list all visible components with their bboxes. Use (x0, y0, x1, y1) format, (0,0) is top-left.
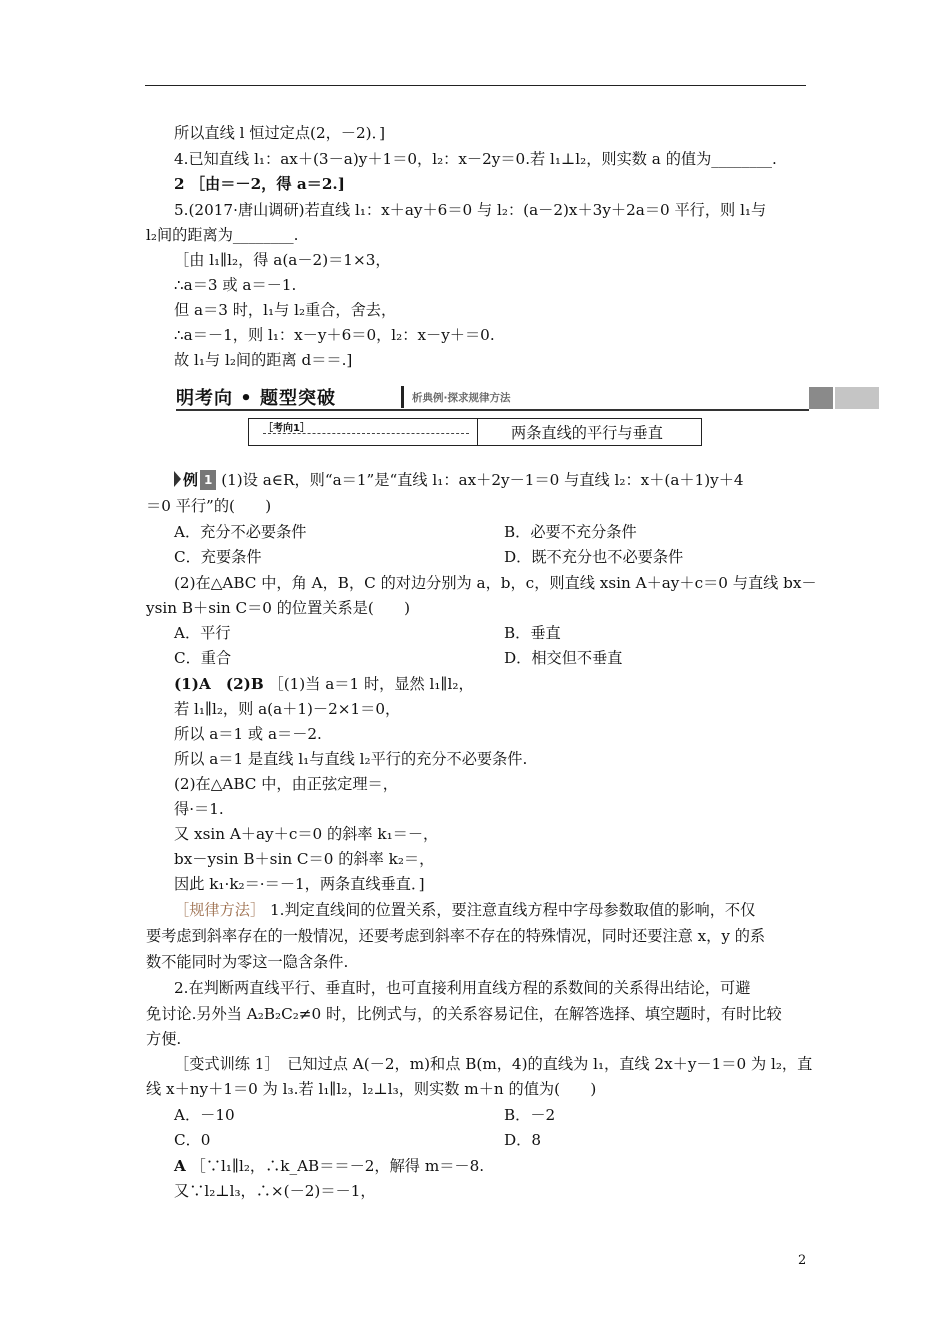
answer-text: ［(1)当 a＝1 时，显然 l₁∥l₂， (268, 675, 474, 693)
answer-line (174, 674, 474, 694)
option: D．8 (504, 1131, 542, 1149)
method-line: 免讨论.另外当 A₂B₂C₂≠0 时，比例式与，的关系容易记住，在解答选择、填空题时，有时比较 (146, 1005, 782, 1023)
option-row (174, 547, 684, 567)
triangle-icon (174, 471, 181, 487)
option: A．充分不必要条件 (174, 523, 307, 541)
method-line: 数不能同时为零这一隐含条件. (146, 953, 349, 971)
option: D．相交但不垂直 (504, 649, 623, 667)
solution-line: 但 a＝3 时，l₁与 l₂重合，舍去， (174, 301, 397, 319)
answer-line: bx－ysin B＋sin C＝0 的斜率 k₂＝， (174, 850, 435, 868)
question-5-line2: l₂间的距离为________. (146, 226, 299, 244)
option-row (174, 522, 637, 542)
section-title: 明考向 • 题型突破 (176, 388, 337, 409)
topic-box (248, 418, 702, 446)
answer-4: 2 ［由＝－2，得 a＝2.] (174, 175, 345, 193)
answer-line: 因此 k₁·k₂＝·＝－1，两条直线垂直．] (174, 875, 425, 893)
answer-line: 得·＝1. (174, 800, 224, 818)
section-underline (176, 409, 809, 411)
method-line: 要考虑到斜率存在的一般情况，还要考虑到斜率不存在的特殊情况，同时还要注意 x，y 的系 (146, 927, 766, 945)
option: B．垂直 (504, 624, 561, 642)
option: A．平行 (174, 624, 231, 642)
example-1-line2: ＝0 平行”的( ) (146, 497, 272, 515)
solution-line: ∴a＝－1，则 l₁：x－y＋6＝0，l₂：x－y＋＝0. (174, 326, 495, 344)
variant-answer-line: 又∵l₂⊥l₃，∴×(－2)＝－1， (174, 1182, 376, 1200)
example-badge: 例 1 (174, 470, 216, 490)
answer-line: 若 l₁∥l₂，则 a(a＋1)－2×1＝0， (174, 700, 401, 718)
option: C．充要条件 (174, 548, 262, 566)
section-decor-block (809, 387, 833, 409)
question-4: 4.已知直线 l₁：ax＋(3－a)y＋1＝0，l₂：x－2y＝0.若 l₁⊥l₂，则实数 a 的值为________. (174, 150, 777, 168)
option: B．－2 (504, 1106, 556, 1124)
answer-line: 所以 a＝1 或 a＝－2. (174, 725, 322, 743)
option: C．重合 (174, 649, 232, 667)
method-line: 2.在判断两直线平行、垂直时，也可直接利用直线方程的系数间的关系得出结论，可避 (174, 979, 751, 997)
topic-divider (477, 419, 478, 445)
variant-line2: 线 x＋ny＋1＝0 为 l₃.若 l₁∥l₂，l₂⊥l₃，则实数 m＋n 的值为( ) (146, 1080, 597, 1098)
answer-line: 所以 a＝1 是直线 l₁与直线 l₂平行的充分不必要条件. (174, 750, 528, 768)
example-1-line1 (174, 470, 744, 490)
text-line: 所以直线 l 恒过定点(2，－2)．] (174, 124, 386, 142)
method-line: 方便. (146, 1030, 182, 1048)
method-line: ［规律方法］ 1.判定直线间的位置关系，要注意直线方程中字母参数取值的影响，不仅 (174, 901, 756, 919)
variant-line1: ［变式训练 1］ 已知过点 A(－2，m)和点 B(m，4)的直线为 l₁，直线 2x＋y－1＝0 为 l₂，直 (174, 1055, 813, 1073)
option-row (174, 623, 561, 643)
question-5-line1: 5.(2017·唐山调研)若直线 l₁：x＋ay＋6＝0 与 l₂：(a－2)x＋3y＋2a＝0 平行，则 l₁与 (174, 201, 767, 219)
option: A．－10 (174, 1106, 235, 1124)
header-rule (145, 85, 806, 86)
option-row (174, 648, 623, 668)
example-2-line2: ysin B＋sin C＝0 的位置关系是( ) (146, 599, 411, 617)
solution-line: ∴a＝3 或 a＝－1. (174, 276, 297, 294)
section-subtitle: 析典例·探求规律方法 (412, 392, 511, 404)
answer-line: (2)在△ABC 中，由正弦定理＝， (174, 775, 398, 793)
variant-answer-line: A ［∵l₁∥l₂，∴k_AB＝＝－2，解得 m＝－8. (174, 1157, 485, 1175)
section-divider (401, 386, 404, 408)
solution-line: 故 l₁与 l₂间的距离 d＝＝.] (174, 351, 353, 369)
section-decor-block (835, 387, 879, 409)
option-row (174, 1130, 542, 1150)
section-header (176, 384, 881, 410)
topic-tag: ［考向1］ (263, 423, 310, 434)
method-label: ［规律方法］ (174, 901, 266, 919)
solution-line: ［由 l₁∥l₂，得 a(a－2)＝1×3， (174, 251, 391, 269)
answer-line: 又 xsin A＋ay＋c＝0 的斜率 k₁＝－， (174, 825, 439, 843)
answer-head: (1)A (2)B (174, 675, 264, 693)
page-number: 2 (798, 1253, 807, 1268)
topic-title: 两条直线的平行与垂直 (511, 424, 663, 442)
variant-answer-head: A (174, 1157, 186, 1175)
option: B．必要不充分条件 (504, 523, 637, 541)
option: D．既不充分也不必要条件 (504, 548, 684, 566)
topic-dash-line (263, 433, 469, 434)
example-question: (1)设 a∈R，则“a＝1”是“直线 l₁：ax＋2y－1＝0 与直线 l₂：x＋(a＋1)y＋4 (221, 471, 744, 489)
example-2-line1: (2)在△ABC 中，角 A，B，C 的对边分别为 a，b，c，则直线 xsin A＋ay＋c＝0 与直线 bx－ (174, 574, 817, 592)
option: C．0 (174, 1131, 211, 1149)
option-row (174, 1105, 556, 1125)
